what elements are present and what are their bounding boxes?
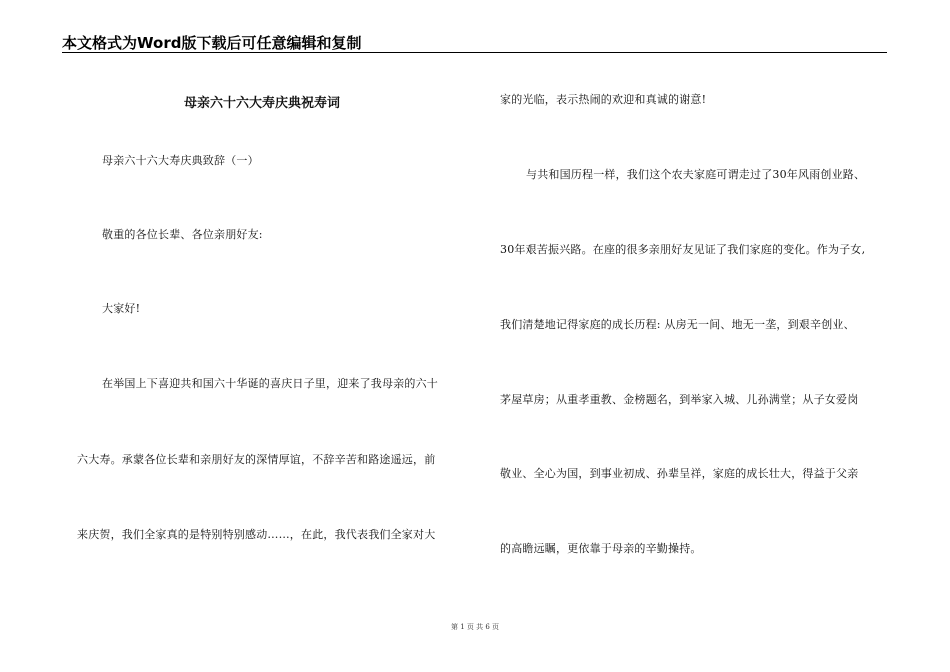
left-body-line: 在举国上下喜迎共和国六十华诞的喜庆日子里，迎来了我母亲的六十 <box>102 377 438 390</box>
document-title: 母亲六十六大寿庆典祝寿词 <box>183 96 340 111</box>
left-body-line: 来庆贺，我们全家真的是特别特别感动……，在此，我代表我们全家对大 <box>77 528 436 541</box>
page-indicator: 第 1 页 共 6 页 <box>450 623 500 631</box>
right-body-line: 敬业、全心为国，到事业初成、孙辈呈祥，家庭的成长壮大，得益于父亲 <box>500 467 859 480</box>
right-body-line: 我们清楚地记得家庭的成长历程: 从房无一间、地无一垄，到艰辛创业、 <box>500 318 855 331</box>
right-body-line: 家的光临，表示热闹的欢迎和真诚的谢意! <box>500 93 707 106</box>
left-paragraph-greeting: 大家好! <box>102 302 141 315</box>
right-body-line: 茅屋草房；从重孝重教、金榜题名，到举家入城、儿孙满堂；从子女爱岗 <box>500 393 859 406</box>
right-body-line: 与共和国历程一样，我们这个农夫家庭可谓走过了30年风雨创业路、 <box>526 168 866 181</box>
left-paragraph-salutation: 敬重的各位长辈、各位亲朋好友: <box>102 228 263 241</box>
left-paragraph-heading: 母亲六十六大寿庆典致辞（一） <box>102 154 259 167</box>
header-divider <box>62 52 887 53</box>
header-banner: 本文格式为Word版下载后可任意编辑和复制 <box>62 34 362 52</box>
right-body-line: 30年艰苦振兴路。在座的很多亲朋好友见证了我们家庭的变化。作为子女, <box>500 243 866 256</box>
left-body-line: 六大寿。承蒙各位长辈和亲朋好友的深情厚谊，不辞辛苦和路途遥远，前 <box>77 453 436 466</box>
right-body-line: 的高瞻远瞩，更依靠于母亲的辛勤操持。 <box>500 542 702 555</box>
